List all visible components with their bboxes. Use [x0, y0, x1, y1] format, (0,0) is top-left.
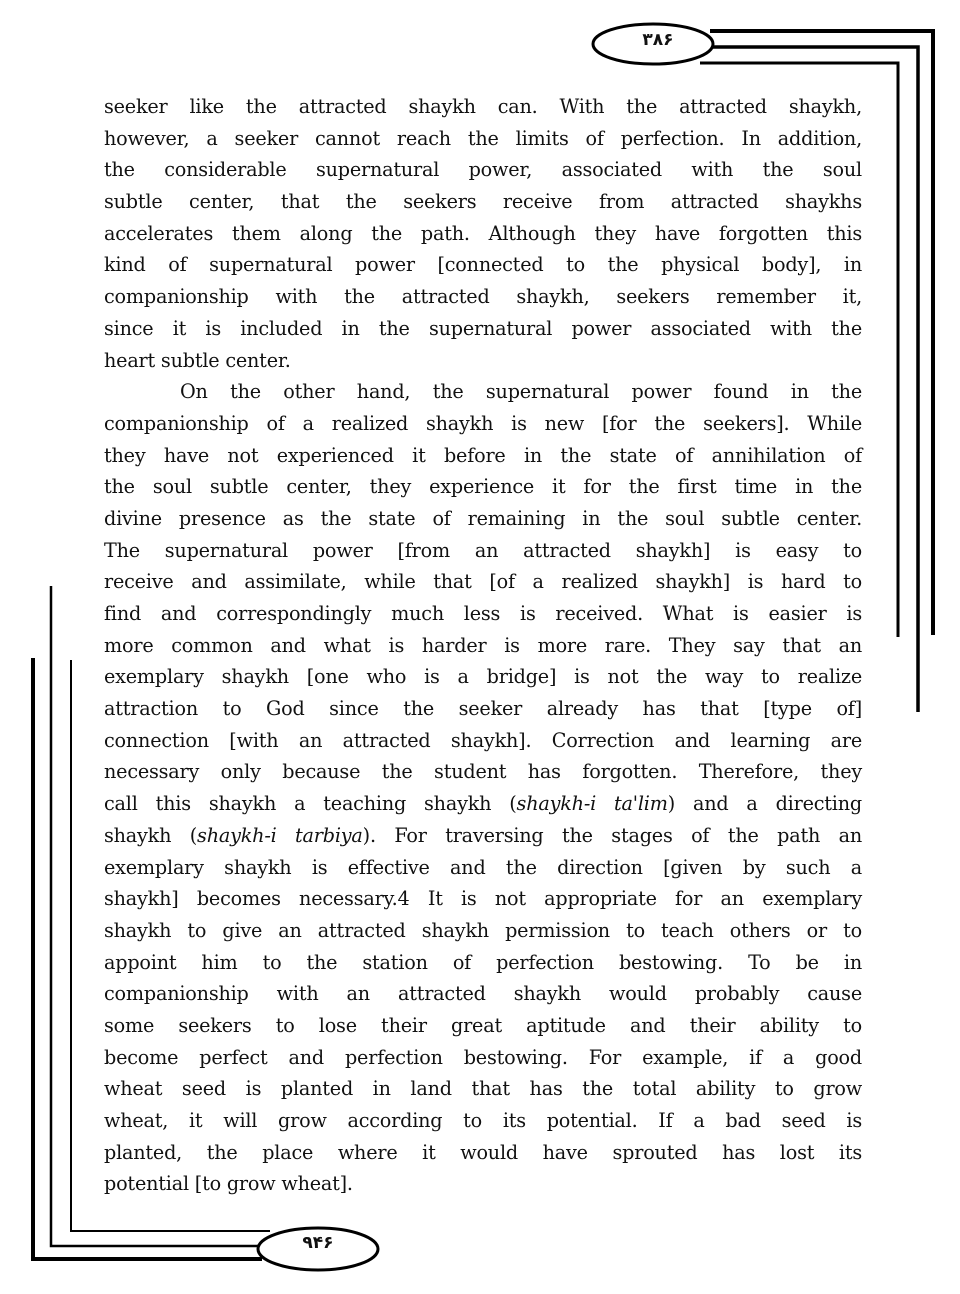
text-line: connection [with an attracted shaykh]. Correction and learning are: [104, 728, 862, 752]
text-line: the soul subtle center, they experience it for the first time in the: [104, 475, 862, 499]
text-line: receive and assimilate, while that [of a realized shaykh] is hard to: [104, 570, 862, 594]
text-line: wheat seed is planted in land that has the total ability to grow: [104, 1077, 862, 1101]
text-line: planted, the place where it would have sprouted has lost its: [104, 1140, 862, 1164]
body-text: [104, 91, 862, 1200]
text-line: the considerable supernatural power, associated with the soul: [104, 158, 862, 182]
text-line: exemplary shaykh is effective and the direction [given by such a: [104, 855, 862, 879]
text-line: companionship with an attracted shaykh would probably cause: [104, 982, 862, 1006]
text-line: potential [to grow wheat].: [104, 1172, 353, 1196]
text-line: more common and what is harder is more rare. They say that an: [104, 633, 862, 657]
bottom-page-number: ۹۴۶: [302, 1233, 334, 1253]
text-line: subtle center, that the seekers receive from attracted shaykhs: [104, 190, 862, 214]
text-line: some seekers to lose their great aptitude and their ability to: [104, 1013, 862, 1037]
text-line: kind of supernatural power [connected to the physical body], in: [104, 253, 862, 277]
paragraph: [104, 376, 862, 1200]
text-line: companionship of a realized shaykh is new [for the seekers]. While: [104, 411, 862, 435]
text-line: companionship with the attracted shaykh, seekers remember it,: [104, 285, 862, 309]
text-line: shaykh (shaykh-i tarbiya). For traversing the stages of the path an: [104, 823, 863, 847]
text-line: seeker like the attracted shaykh can. With the attracted shaykh,: [104, 95, 862, 118]
top-page-number: ۳۸۶: [642, 30, 674, 50]
text-line: attraction to God since the seeker already has that [type of]: [104, 697, 862, 721]
text-line: On the other hand, the supernatural power found in the: [180, 380, 862, 404]
text-line: accelerates them along the path. Although they have forgotten this: [104, 221, 862, 245]
text-line: heart subtle center.: [104, 348, 291, 372]
text-line: necessary only because the student has forgotten. Therefore, they: [104, 760, 862, 784]
text-line: shaykh to give an attracted shaykh permission to teach others or to: [104, 918, 862, 942]
paragraph: [104, 91, 862, 376]
italic-term: shaykh-i ta'lim: [516, 792, 668, 816]
text-line: they have not experienced it before in the state of annihilation of: [104, 443, 862, 467]
text-line: shaykh] becomes necessary.4 It is not appropriate for an exemplary: [104, 887, 862, 911]
text-line: divine presence as the state of remaining in the soul subtle center.: [104, 506, 862, 530]
text-line: become perfect and perfection bestowing. For example, if a good: [104, 1045, 862, 1069]
text-line: The supernatural power [from an attracted shaykh] is easy to: [104, 538, 862, 562]
text-line: exemplary shaykh [one who is a bridge] is not the way to realize: [104, 665, 862, 689]
text-line: appoint him to the station of perfection bestowing. To be in: [104, 950, 862, 974]
text-line: find and correspondingly much less is received. What is easier is: [104, 602, 862, 625]
italic-term: shaykh-i tarbiya: [197, 823, 363, 847]
text-line: since it is included in the supernatural power associated with the: [104, 316, 862, 340]
text-line: wheat, it will grow according to its potential. If a bad seed is: [104, 1109, 862, 1132]
text-line: call this shaykh a teaching shaykh (shaykh-i ta'lim) and a directing: [104, 792, 862, 816]
text-line: however, a seeker cannot reach the limits of perfection. In addition,: [104, 126, 862, 150]
